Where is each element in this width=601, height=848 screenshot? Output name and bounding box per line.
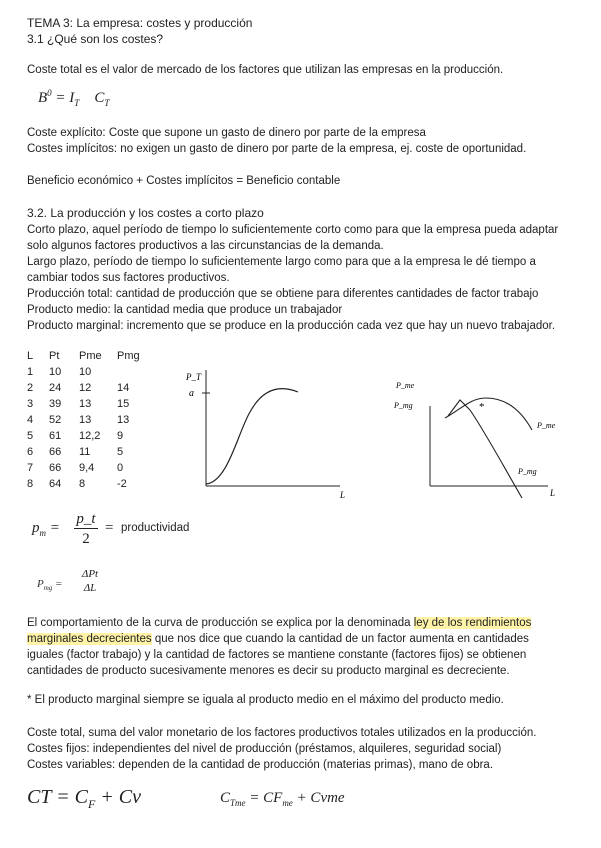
graph-total-product <box>180 362 355 502</box>
table-cell: 12 <box>79 382 92 394</box>
table-row <box>27 380 147 396</box>
beneficio-contable: Beneficio económico + Costes implícitos = Beneficio contable <box>27 175 341 187</box>
table-row <box>27 364 147 380</box>
text-line: iguales (factor trabajo) y la cantidad de factores se mantiene constante (factores fijos) se obtienen <box>27 649 527 661</box>
costes-paragraph <box>27 725 577 773</box>
table-row <box>27 444 147 460</box>
table-cell: 9,4 <box>79 462 95 474</box>
pme-denominator: 2 <box>82 531 90 547</box>
section-heading-costes: 3.1 ¿Qué son los costes? <box>27 32 164 46</box>
y-axis-label-pme: P_me <box>396 381 415 390</box>
table-cell: 0 <box>117 462 124 474</box>
text-line: Producción total: cantidad de producción que se obtiene para diferentes cantidades de factor trabajo <box>27 288 539 300</box>
pmg-numerator: ΔPt <box>81 568 99 580</box>
intersection-star: * <box>479 401 485 413</box>
table-cell: 8 <box>79 478 86 490</box>
table-cell: 66 <box>49 446 62 458</box>
text-line: Corto plazo, aquel período de tiempo lo suficientemente corto como para que la empresa pueda adaptar <box>27 224 559 236</box>
highlighted-text: marginales decrecientes <box>27 633 152 645</box>
pmg-curve <box>448 400 522 498</box>
table-cell: 6 <box>27 446 34 458</box>
table-cell: -2 <box>117 478 127 490</box>
pmg-curve-label: P_mg <box>518 467 537 476</box>
table-cell: 9 <box>117 430 124 442</box>
text-line: solo algunos factores productivos a las circunstancias de la demanda. <box>27 240 384 252</box>
table-cell: 14 <box>117 382 130 394</box>
pmg-fraction <box>76 567 104 595</box>
text-line: Producto marginal: incremento que se produce en la producción cada vez que hay un nuevo trabajador. <box>27 320 556 332</box>
text-line: cambiar todos sus factores productivos. <box>27 272 230 284</box>
y-mark-label: a <box>189 388 194 399</box>
table-header: Pmg <box>117 350 140 362</box>
table-cell: 61 <box>49 430 62 442</box>
pme-numerator: p_t <box>74 510 98 529</box>
table-cell: 13 <box>117 414 130 426</box>
pme-formula-lhs: $p_m$ = <box>32 520 60 538</box>
y-axis-label-pmg: P_mg <box>394 401 413 410</box>
table-cell: 12,2 <box>79 430 101 442</box>
table-cell: 4 <box>27 414 34 426</box>
ct-formula: CT = $C_F + Cv$ <box>27 786 141 811</box>
table-cell: 24 <box>49 382 62 394</box>
text-line: El comportamiento de la curva de producción se explica por la denominada <box>27 617 414 629</box>
table-row <box>27 476 147 492</box>
text-line: Costes fijos: independientes del nivel de producción (préstamos, alquileres, seguridad social) <box>27 743 502 755</box>
table-cell: 3 <box>27 398 34 410</box>
table-cell: 8 <box>27 478 34 490</box>
text-line: Largo plazo, período de tiempo lo suficientemente largo como para que a la empresa le dé tiempo a <box>27 256 536 268</box>
table-header: L <box>27 350 34 362</box>
pmg-denominator: ΔL <box>83 582 97 594</box>
table-header-row <box>27 348 147 364</box>
table-cell: 7 <box>27 462 34 474</box>
x-axis-label: L <box>550 488 556 498</box>
table-cell: 64 <box>49 478 62 490</box>
pme-fraction <box>74 510 98 549</box>
production-table <box>27 348 147 492</box>
text-line: Costes variables: dependen de la cantidad de producción (materias primas), mano de obra. <box>27 759 494 771</box>
pmg-formula-lhs: $P_{mg}$ = <box>37 578 63 593</box>
table-cell: 10 <box>49 366 62 378</box>
table-cell: 39 <box>49 398 62 410</box>
table-header: Pt <box>49 350 60 362</box>
table-row <box>27 428 147 444</box>
table-cell: 11 <box>79 446 91 458</box>
coste-total-definition: Coste total es el valor de mercado de los factores que utilizan las empresas en la producción. <box>27 64 504 76</box>
y-axis-label: P_T <box>186 372 202 382</box>
beneficio-formula: $B^0 = I_T$ $C_T$ <box>38 88 110 108</box>
nota-producto-marginal: * El producto marginal siempre se iguala al producto medio en el máximo del producto medio. <box>27 694 504 706</box>
text-line: que nos dice que cuando la cantidad de un factor aumenta en cantidades <box>151 633 529 645</box>
total-product-curve <box>206 389 298 484</box>
table-row <box>27 460 147 476</box>
table-cell: 66 <box>49 462 62 474</box>
x-axis-label: L <box>340 490 346 500</box>
table-cell: 5 <box>117 446 124 458</box>
table-cell: 5 <box>27 430 34 442</box>
ley-rendimientos-paragraph <box>27 615 577 679</box>
table-cell: 13 <box>79 414 92 426</box>
text-line: Producto medio: la cantidad media que produce un trabajador <box>27 304 343 316</box>
produccion-definitions <box>27 222 577 334</box>
table-cell: 13 <box>79 398 92 410</box>
productividad-label: productividad <box>121 522 190 534</box>
coste-explicito: Coste explícito: Coste que supone un gasto de dinero por parte de la empresa <box>27 127 426 139</box>
table-cell: 52 <box>49 414 62 426</box>
table-cell: 15 <box>117 398 130 410</box>
table-row <box>27 412 147 428</box>
table-row <box>27 396 147 412</box>
text-line: cantidades de producto sucesivamente menores es decir su producto marginal es decreciente. <box>27 665 510 677</box>
table-cell: 2 <box>27 382 34 394</box>
highlighted-text: ley de los rendimientos <box>413 617 532 629</box>
text-line: Coste total, suma del valor monetario de los factores productivos totales utilizados en la producción. <box>27 727 537 739</box>
page-title: TEMA 3: La empresa: costes y producción <box>27 16 253 30</box>
graph-average-marginal-product <box>390 370 565 505</box>
ctme-formula: $C_{Tme} = CF_{me}$ + Cvme <box>220 790 345 808</box>
section-heading-produccion: 3.2. La producción y los costes a corto plazo <box>27 206 264 220</box>
pme-curve-label: P_me <box>537 421 556 430</box>
table-cell <box>117 364 147 380</box>
table-cell: 1 <box>27 366 34 378</box>
pme-equals: = <box>104 520 115 536</box>
table-header: Pme <box>79 350 102 362</box>
costes-implicitos: Costes implícitos: no exigen un gasto de dinero por parte de la empresa, ej. coste de oportunidad. <box>27 143 527 155</box>
table-cell: 10 <box>79 366 92 378</box>
